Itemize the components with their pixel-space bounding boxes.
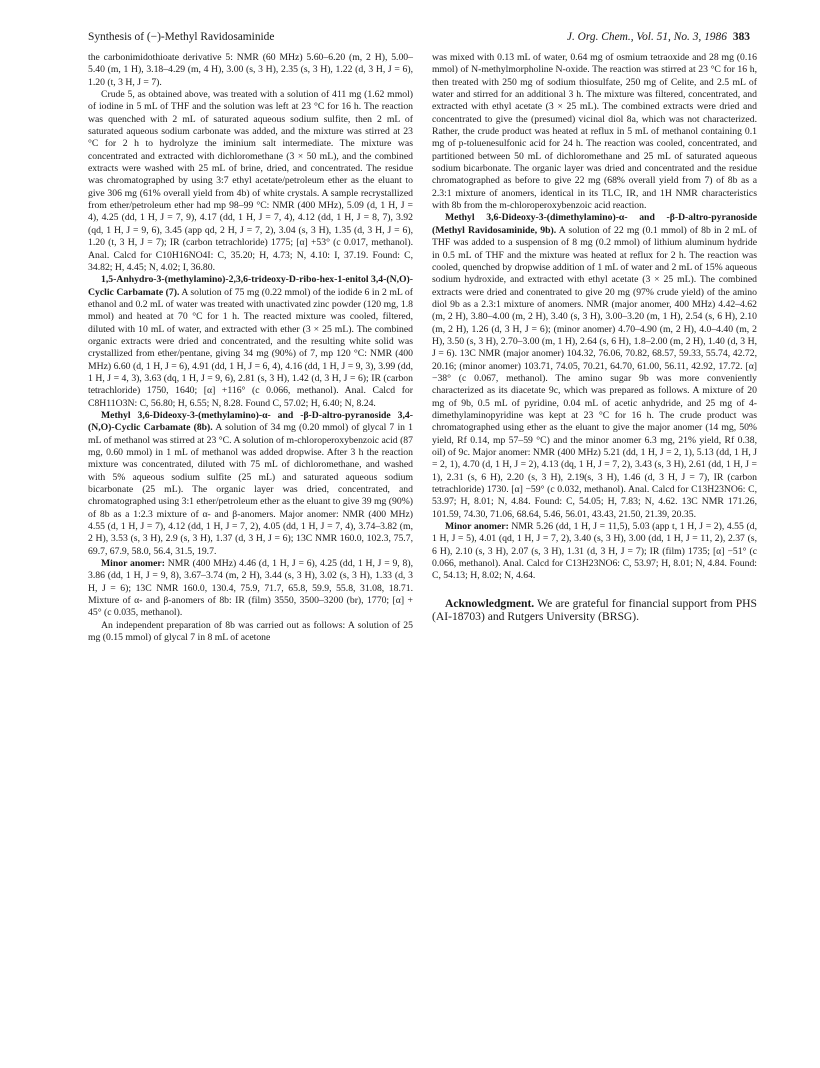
paragraph bbox=[432, 212, 757, 521]
paragraph-text: the carbonimidothioate derivative 5: NMR (60 MHz) 5.60–6.20 (m, 2 H), 5.00–5.40 (m, 1 H), 3.18–4.29 (m, 4 H), 3.00 (s, 3 H), 2.35 (s, 3 H), 1.22 (d, 3 H, J = 6), 1.20 (t, 3 H, J = 7). bbox=[88, 52, 413, 88]
journal-name: J. Org. Chem., Vol. 51, No. 3, 1986 bbox=[566, 31, 727, 43]
paragraph-text: NMR (400 MHz) 4.46 (d, 1 H, J = 6), 4.25 (dd, 1 H, J = 9, 8), 3.86 (dd, 1 H, J = 9, 8), 3.67–3.74 (m, 2 H), 3.44 (s, 3 H), 3.02 (s, 3 H), 1.33 (d, 3 H, J = 6); 13C NMR 160.0, 130.4, 75.9, 71.7, 65.8, 59.9, 55.8, 31.08, 18.71. Mixture of α- and β-anomers of 8b: IR (film) 3550, 3500–3200 (br), 1770; [α] + 45° (c 0.035, methanol). bbox=[88, 558, 413, 619]
paragraph-text: A solution of 22 mg (0.1 mmol) of 8b in 2 mL of THF was added to a suspension of 8 mg (0.2 mmol) of lithium aluminum hydride in 0.5 mL of THF and the mixture was heated at reflux for 2 h. The reaction was cooled, quenched by dropwise addition of 1 mL of water and 2 mL of 15% aqueous sodium hydroxide, and extracted with ethyl acetate (3 × 25 mL). The combined extracts were dried and conentrated to give 20 mg (97% crude yield) of the amino diol 9b as a 2.3:1 mixture of anomers. NMR (major anomer, 400 MHz) 4.42–4.62 (m, 2 H), 3.80–4.00 (m, 2 H), 3.40 (s, 3 H), 3.00–3.20 (m, 1 H), 2.54 (s, 6 H), 2.10 (m, 2 H), 1.26 (d, 3 H, J = 6); (minor anomer) 4.70–4.90 (m, 2 H), 4.0–4.40 (m, 2 H), 3.50 (s, 3 H), 2.70–3.00 (m, 1 H), 2.64 (s, 6 H), 1.8–2.00 (m, 2 H), 1.40 (d, 3 H, J = 6). 13C NMR (major anomer) 104.32, 76.06, 70.82, 68.57, 59.33, 55.74, 42.72, 20.16; (minor anomer) 103.71, 74.05, 70.21, 64.70, 61.00, 56.11, 42.92, 17.72. [α] −38° (c 0.067, methanol). The amino sugar 9b was more conveniently characterized as its diacetate 9c, which was prepared as follows. A mixture of 20 mg of 9b, 0.5 mL of pyridine, 0.04 mL of acetic anhydride, and 25 mg of 4-dimethylaminopyridine was kept at 23 °C for 16 h. The crude product was chromatographed using ether as the eluant to give the major anomer (14 mg, 50% yield, Rf 0.14, mp 57–59 °C) and the minor anomer 6.3 mg, 21% yield, Rf 0.38, oil) of 9c. Major anomer: NMR (400 MHz) 5.21 (dd, 1 H, J = 2, 1), 5.13 (dd, 1 H, J = 2, 1), 4.70 (d, 1 H, J = 2), 4.13 (dq, 1 H, J = 7, 2), 3.43 (s, 3 H), 2.61 (dd, 1 H, J = 1), 2.31 (s, 6 H), 2.20 (s, 3 H), 2.19(s, 3 H), 1.46 (d, 3 H, J = 7), IR (carbon tetrachloride) 1730. [α] −59° (c 0.032, methanol). Anal. Calcd for C13H23NO6: C, 53.97; H, 8.01; N, 4.84. Found: C, 54.05; H, 7.83; N, 4.62. 13C NMR 171.26, 101.59, 74.30, 71.06, 68.64, 5.46, 56.01, 43.43, 21.50, 21.39, 20.35. bbox=[432, 224, 757, 520]
acknowledgment-heading: Acknowledgment. bbox=[445, 596, 535, 610]
paragraph-heading: Methyl 3,6-Dideoxy-3-(methylamino)-α- and -β-D-altro-pyranoside 3,4-(N,O)-Cyclic Carbamate (8b). bbox=[88, 409, 413, 434]
journal-citation bbox=[567, 31, 750, 43]
page-number: 383 bbox=[732, 31, 750, 43]
paragraph-text: was mixed with 0.13 mL of water, 0.64 mg of osmium tetraoxide and 28 mg (0.16 mmol) of N-methylmorpholine N-oxide. The reaction was stirred at 23 °C for 16 h, then treated with 250 mg of sodium thiosulfate, 250 mg of Celite, and 2.5 mL of water and stirred for an additional 3 h. The mixture was filtered, concentrated, and extracted with ethyl acetate (3 × 25 mL). The combined extracts were dried and concentrated to give the (presumed) vicinal diol 8a, which was not characterized. Rather, the crude product was heated at reflux in 5 mL of methanol containing 0.1 mg of p-toluenesulfonic acid for 24 h. The reaction was cooled, concentrated, and partitioned between 50 mL of dichloromethane and 25 mL of saturated aqueous sodium bicarbonate. The organic layer was dried and concentrated and the residue chromatographed as before to give 22 mg (68% overall yield from 7) of 8b as a 2.3:1 mixture of anomers, identical in its TLC, IR, and 1H NMR characteristics with 8b from the m-chloroperoxybenzoic acid reaction. bbox=[432, 52, 757, 212]
paragraph bbox=[88, 52, 413, 89]
right-column bbox=[432, 52, 757, 624]
paragraph-text: Crude 5, as obtained above, was treated with a solution of 411 mg (1.62 mmol) of iodine in 5 mL of THF and the solution was left at 23 °C for 16 h. The reaction was quenched with 2 mL of saturated aqueous sodium sulfite, then 2 mL of saturated aqueous sodium carbonate was added, and the mixture was stirred at 23 °C for 2 h to hydrolyze the iminium salt intermediate. The mixture was concentrated and extracted with dichloromethane (3 × 50 mL), and the combined extracts were washed with 25 mL of brine, dried, and concentrated. The residue was chromatographed by using 3:7 ethyl acetate/petroleum ether as the eluant to give 306 mg (61% overall yield from 4b) of white crystals. A sample recrystallized from ether/petroleum ether had mp 98–99 °C: NMR (400 MHz), 5.09 (d, 1 H, J = 4), 4.25 (dd, 1 H, J = 7, 9), 4.17 (dd, 1 H, J = 7, 4), 4.12 (dd, 1 H, J = 8, 7), 3.92 (qd, 1 H, J = 9, 6), 3.45 (app qd, 2 H, J = 7, 2), 3.04 (s, 3 H), 1.35 (d, 3 H, J = 6), 1.20 (t, 3 H, J = 7); IR (carbon tetrachloride) 1775; [α] +53° (c 0.017, methanol). Anal. Calcd for C10H16NO4I: C, 35.20; H, 4.73; N, 4.10: I, 37.19. Found: C, 34.82; H, 4.45; N, 4.02; I, 36.80. bbox=[88, 89, 413, 273]
paragraph-heading: 1,5-Anhydro-3-(methylamino)-2,3,6-trideoxy-D-ribo-hex-1-enitol 3,4-(N,O)-Cyclic Carbamate (7). bbox=[88, 274, 413, 298]
paragraph-text: An independent preparation of 8b was carried out as follows: A solution of 25 mg (0.15 mmol) of glycal 7 in 8 mL of acetone bbox=[88, 619, 413, 644]
paragraph bbox=[432, 52, 757, 212]
left-column bbox=[88, 52, 413, 645]
paragraph-heading: Methyl 3,6-Dideoxy-3-(dimethylamino)-α- and -β-D-altro-pyranoside (Methyl Ravidosaminide, 9b). bbox=[432, 212, 757, 236]
paragraph bbox=[88, 620, 413, 645]
paragraph-heading: Minor anomer: bbox=[445, 521, 509, 533]
acknowledgment bbox=[432, 597, 757, 624]
paragraph bbox=[88, 410, 413, 558]
paragraph-text: NMR 5.26 (dd, 1 H, J = 11,5), 5.03 (app t, 1 H, J = 2), 4.55 (d, 1 H, J = 5), 4.01 (qd, 1 H, J = 7, 2), 3.40 (s, 3 H), 3.00 (dd, 1 H, J = 11, 2), 2.37 (s, 6 H), 2.10 (s, 3 H), 2.07 (s, 3 H), 1.31 (d, 3 H, J = 7); IR (film) 1735; [α] −51° (c 0.066, methanol). Anal. Calcd for C13H23NO6: C, 53.97; H, 8.01; N, 4.84. Found: C, 54.13; H, 8.02; N, 4.64. bbox=[432, 521, 757, 582]
paragraph-text: A solution of 34 mg (0.20 mmol) of glycal 7 in 1 mL of methanol was stirred at 23 °C. A solution of m-chloroperoxybenzoic acid (87 mg, 0.60 mmol) in 1 mL of methanol was added dropwise. After 3 h the reaction mixture was concentrated, diluted with 75 mL of dichloromethane, and washed with 5% aqueous sodium sulfite (25 mL) and saturated aqueous sodium bicarbonate (25 mL). The organic layer was dried, concentrated, and chromatographed using 3:1 ether/petroleum ether as the eluant to give 39 mg (90%) of 8b as a 1:2.3 mixture of α- and β-anomers. Major anomer: NMR (400 MHz) 4.55 (d, 1 H, J = 7), 4.12 (dd, 1 H, J = 7, 2), 4.05 (dd, 1 H, J = 7, 4), 3.74–3.82 (m, 2 H), 3.53 (s, 3 H), 2.9 (s, 3 H), 1.37 (d, 3 H, J = 6); 13C NMR 160.0, 102.3, 75.7, 69.7, 67.9, 58.0, 56.4, 31.5, 19.7. bbox=[88, 422, 413, 557]
paragraph-heading: Minor anomer: bbox=[101, 558, 165, 570]
acknowledgment-text: We are grateful for financial support from PHS (AI-18703) and Rutgers University (BRSG). bbox=[432, 596, 757, 624]
paragraph-text: A solution of 75 mg (0.22 mmol) of the iodide 6 in 2 mL of ethanol and 0.2 mL of water was treated with unactivated zinc powder (120 mg, 1.8 mmol) and heated at 70 °C for 1 h. The reacted mixture was cooled, filtered, diluted with 10 mL of water, and extracted with ether (3 × 25 mL). The combined organic extracts were dried and concentrated, and the resulting white solid was crystallized from ether/pentane, giving 34 mg (90%) of 7, mp 120 °C: NMR (400 MHz) 6.60 (d, 1 H, J = 6), 4.91 (dd, 1 H, J = 6, 4), 4.16 (dd, 1 H, J = 9, 3), 3.99 (dd, 1 H, J = 4, 3), 3.63 (dq, 1 H, J = 9, 6), 2.81 (s, 3 H), 1.42 (d, 3 H, J = 6); IR (carbon tetrachloride) 1750, 1640; [α] +116° (c 0.066, methanol). Anal. Calcd for C8H11O3N: C, 56.80; H, 6.55; N, 8.28. Found C, 57.02; H, 6.40; N, 8.24. bbox=[88, 286, 414, 409]
paragraph bbox=[88, 274, 413, 410]
paragraph bbox=[432, 521, 757, 583]
paragraph bbox=[88, 89, 413, 274]
paragraph bbox=[88, 558, 413, 620]
running-title: Synthesis of (−)-Methyl Ravidosaminide bbox=[88, 31, 275, 43]
